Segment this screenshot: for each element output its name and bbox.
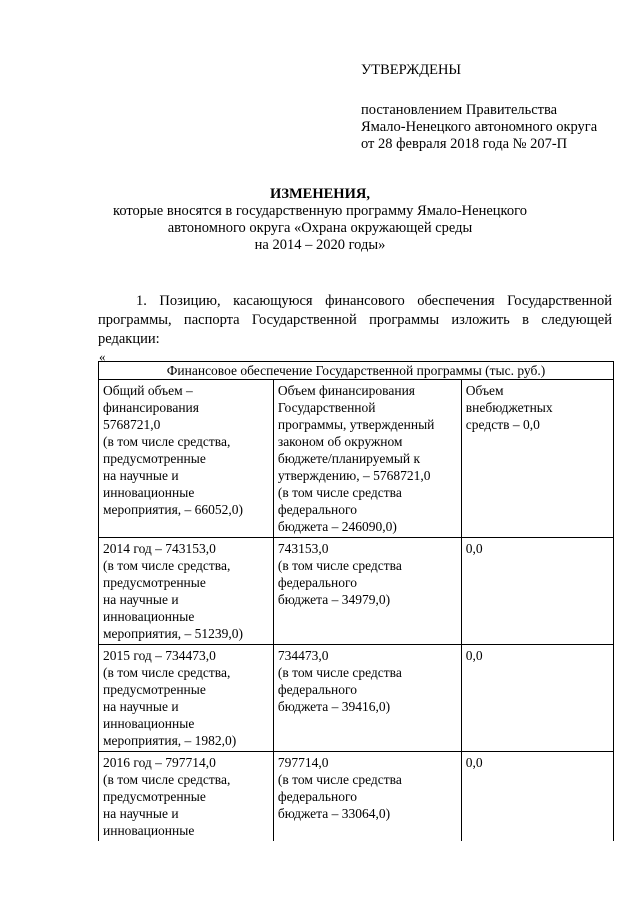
table-cell: Объем финансирования Государственной программы, утвержденный законом об окружном бюджете/планируемый к утверждению, – 5768721,0 (в том числе средства федерального бюджета – 246090,0)	[273, 380, 461, 538]
table-cell: 797714,0 (в том числе средства федерального бюджета – 33064,0)	[273, 752, 461, 842]
table-row	[99, 538, 614, 645]
approval-block	[361, 62, 621, 153]
table-row	[99, 380, 614, 538]
table-cell: Объем внебюджетных средств – 0,0	[461, 380, 613, 538]
table-caption-row	[99, 362, 614, 380]
approval-line: от 28 февраля 2018 года № 207-П	[361, 136, 568, 152]
table-row	[99, 645, 614, 752]
table-caption: Финансовое обеспечение Государственной программы (тыс. руб.)	[99, 362, 614, 380]
title-line: которые вносятся в государственную программу Ямало-Ненецкого	[113, 203, 527, 219]
financing-table	[98, 361, 614, 841]
opening-quote: «	[99, 349, 106, 364]
table-cell: Общий объем – финансирования 5768721,0 (в том числе средства, предусмотренные на научные и инновационные мероприятия, – 66052,0)	[99, 380, 274, 538]
table-cell: 2016 год – 797714,0 (в том числе средства, предусмотренные на научные и инновационные	[99, 752, 274, 842]
main-title: ИЗМЕНЕНИЯ,	[270, 186, 370, 202]
title-line: автономного округа «Охрана окружающей среды	[167, 220, 473, 236]
paragraph-1: 1. Позицию, касающуюся финансового обеспечения Государственной программы, паспорта Государственной программы изложить в следующей редакции:	[98, 293, 612, 347]
table-cell: 2015 год – 734473,0 (в том числе средства, предусмотренные на научные и инновационные мероприятия, – 1982,0)	[99, 645, 274, 752]
document-title	[95, 186, 545, 254]
title-line: на 2014 – 2020 годы»	[254, 237, 386, 253]
table-cell: 0,0	[461, 752, 613, 842]
table-cell: 0,0	[461, 645, 613, 752]
table-cell: 0,0	[461, 538, 613, 645]
table-row	[99, 752, 614, 842]
approval-line: постановлением Правительства	[361, 102, 558, 118]
table-cell: 743153,0 (в том числе средства федерального бюджета – 34979,0)	[273, 538, 461, 645]
table-cell: 734473,0 (в том числе средства федерального бюджета – 39416,0)	[273, 645, 461, 752]
approval-line: Ямало-Ненецкого автономного округа	[361, 119, 598, 135]
approval-heading: УТВЕРЖДЕНЫ	[361, 62, 462, 78]
table-cell: 2014 год – 743153,0 (в том числе средства, предусмотренные на научные и инновационные мероприятия, – 51239,0)	[99, 538, 274, 645]
